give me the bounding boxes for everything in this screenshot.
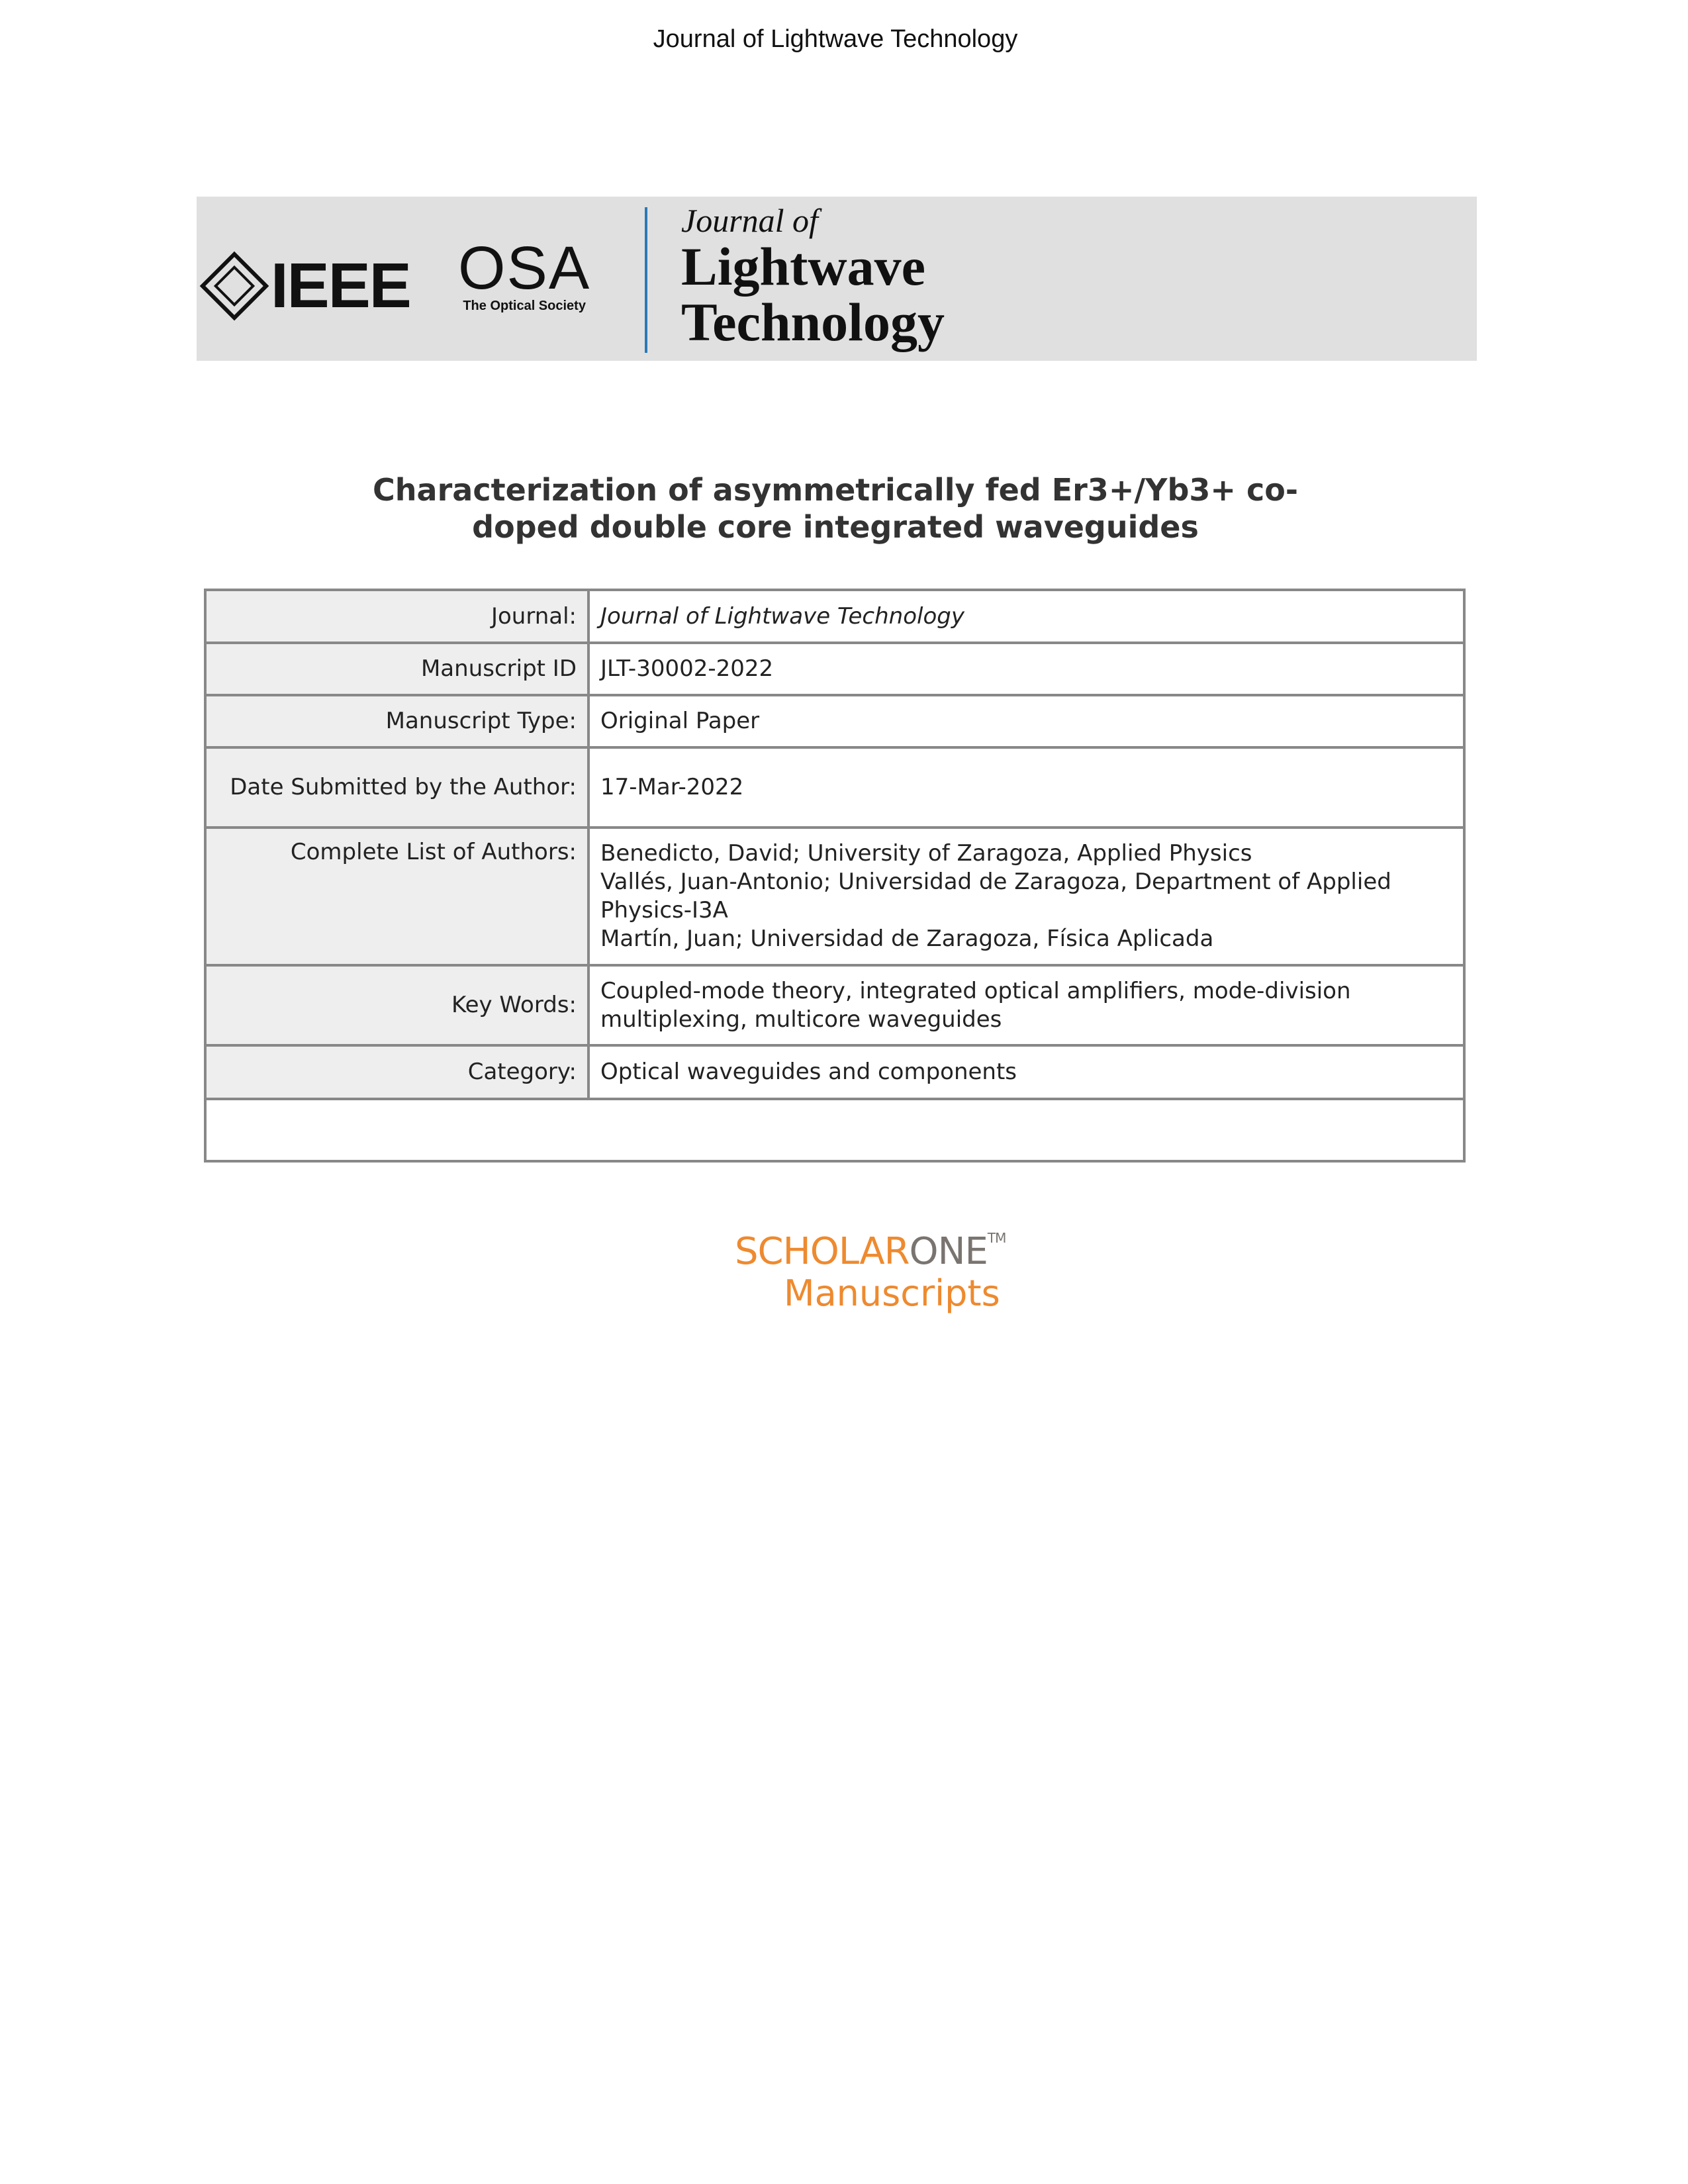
table-row [205, 695, 1464, 747]
table-row-empty [205, 1099, 1464, 1161]
row-value: Coupled-mode theory, integrated optical amplifiers, mode-division multiplexing, multicore waveguides [588, 965, 1464, 1045]
jlt-logo [681, 202, 945, 350]
scholarone-wordmark [735, 1217, 1006, 1273]
logo-scholar: SCHOLAR [735, 1230, 910, 1273]
jlt-technology: Technology [681, 292, 945, 352]
author-line: Martín, Juan; Universidad de Zaragoza, Física Aplicada [600, 926, 1214, 952]
jlt-lightwave: Lightwave [681, 236, 925, 297]
osa-logo [458, 234, 591, 314]
row-label: Manuscript Type: [205, 695, 588, 747]
logo-manuscripts: Manuscripts [784, 1272, 1000, 1314]
ieee-diamond-icon [200, 252, 269, 321]
row-label: Journal: [205, 590, 588, 643]
table-row [205, 965, 1464, 1045]
banner-divider [645, 207, 647, 353]
table-row [205, 590, 1464, 643]
logo-one: ONE [909, 1230, 988, 1273]
row-label: Key Words: [205, 965, 588, 1045]
table-row [205, 747, 1464, 828]
empty-cell [205, 1099, 1464, 1161]
author-line: Benedicto, David; University of Zaragoza, Applied Physics [600, 840, 1252, 867]
osa-wordmark: OSA [458, 234, 591, 302]
manuscript-info-table [204, 589, 1466, 1163]
journal-banner [197, 197, 1477, 361]
row-label: Date Submitted by the Author: [205, 747, 588, 828]
row-label: Complete List of Authors: [205, 828, 588, 965]
row-value: Original Paper [588, 695, 1464, 747]
row-value: JLT-30002-2022 [588, 643, 1464, 695]
title-line: Characterization of asymmetrically fed Er3+/Yb3+ co- [373, 472, 1298, 508]
row-value: 17-Mar-2022 [588, 747, 1464, 828]
scholarone-logo [735, 1217, 1006, 1314]
table-row [205, 828, 1464, 965]
ieee-wordmark: IEEE [271, 250, 410, 321]
row-value: Optical waveguides and components [588, 1045, 1464, 1099]
running-header: Journal of Lightwave Technology [653, 25, 1018, 53]
logo-tm: TM [987, 1230, 1006, 1246]
row-label: Manuscript ID [205, 643, 588, 695]
row-value: Journal of Lightwave Technology [588, 590, 1464, 643]
table-row [205, 643, 1464, 695]
osa-subtitle: The Optical Society [463, 299, 586, 313]
title-line: doped double core integrated waveguides [472, 509, 1199, 545]
ieee-logo [201, 250, 410, 322]
author-line: Vallés, Juan-Antonio; Universidad de Zaragoza, Department of Applied Physics-I3A [600, 869, 1391, 924]
row-value [588, 828, 1464, 965]
jlt-journal-of: Journal of [681, 202, 818, 239]
paper-title [0, 471, 1671, 546]
table-row [205, 1045, 1464, 1099]
row-label: Category: [205, 1045, 588, 1099]
